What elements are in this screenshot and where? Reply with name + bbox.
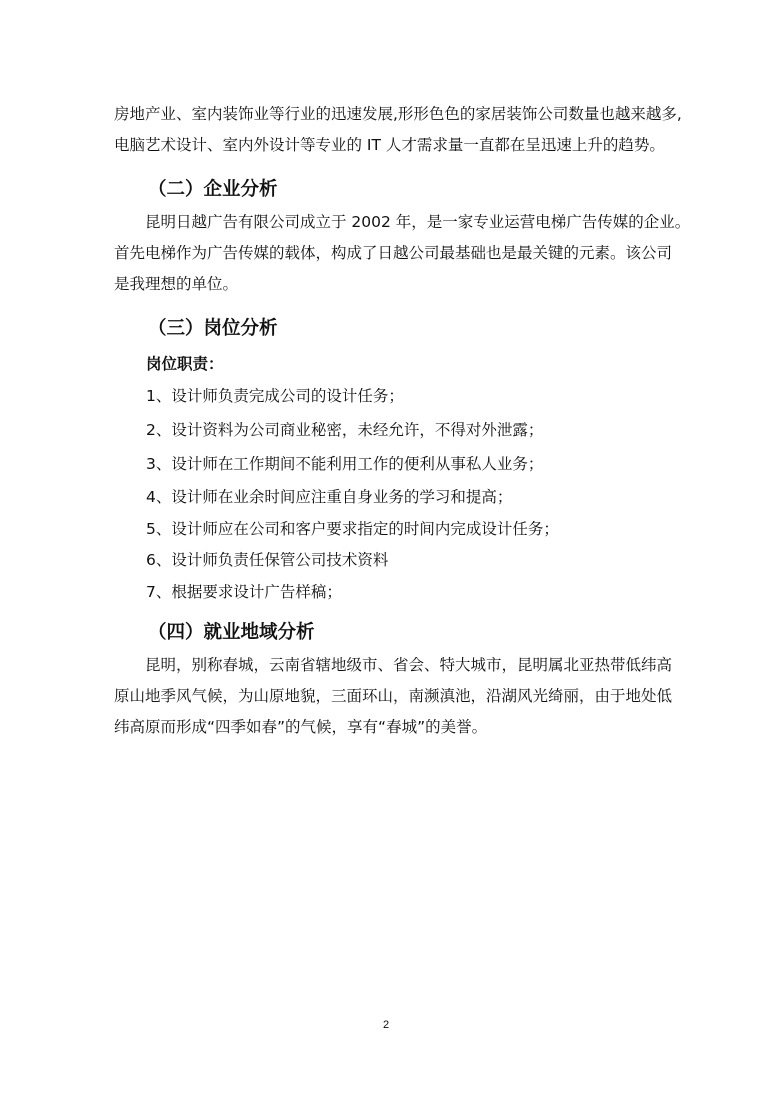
- duty-item-4: 4、设计师在业余时间应注重自身业务的学习和提高；: [146, 488, 513, 506]
- section-heading-region: （四）就业地域分析: [148, 622, 315, 643]
- duty-item-2: 2、设计资料为公司商业秘密，未经允许，不得对外泄露；: [146, 421, 544, 439]
- enterprise-paragraph: [114, 207, 691, 300]
- duty-item-6: 6、设计师负责任保管公司技术资料: [146, 551, 389, 569]
- section-heading-enterprise: （二）企业分析: [148, 179, 278, 200]
- paragraph-line: 首先电梯作为广告传媒的载体，构成了日越公司最基础也是最关键的元素。该公司: [114, 244, 673, 262]
- paragraph-line: 房地产业、室内装饰业等行业的迅速发展,形形色色的家居装饰公司数量也越来越多,: [114, 105, 682, 123]
- duty-item-7: 7、根据要求设计广告样稿；: [146, 583, 342, 601]
- section-heading-position: （三）岗位分析: [148, 318, 278, 339]
- paragraph-line: 原山地季风气候，为山原地貌，三面环山，南濒滇池，沿湖风光绮丽，由于地处低: [114, 687, 673, 705]
- duties-label: 岗位职责：: [146, 355, 224, 373]
- intro-paragraph: [114, 99, 682, 161]
- duty-item-1: 1、设计师负责完成公司的设计任务；: [146, 387, 404, 405]
- paragraph-line: 电脑艺术设计、室内外设计等专业的 IT 人才需求量一直都在呈迅速上升的趋势。: [114, 136, 665, 154]
- paragraph-line: 是我理想的单位。: [114, 275, 239, 293]
- region-paragraph: [114, 650, 673, 743]
- paragraph-line: 纬高原而形成“四季如春”的气候，享有“春城”的美誉。: [114, 718, 488, 736]
- duty-item-5: 5、设计师应在公司和客户要求指定的时间内完成设计任务；: [146, 520, 559, 538]
- page-number: 2: [383, 1019, 390, 1031]
- duty-item-3: 3、设计师在工作期间不能利用工作的便利从事私人业务；: [146, 455, 544, 473]
- paragraph-line: 昆明，别称春城，云南省辖地级市、省会、特大城市，昆明属北亚热带低纬高: [114, 656, 673, 674]
- paragraph-line: 昆明日越广告有限公司成立于 2002 年，是一家专业运营电梯广告传媒的企业。: [114, 213, 691, 231]
